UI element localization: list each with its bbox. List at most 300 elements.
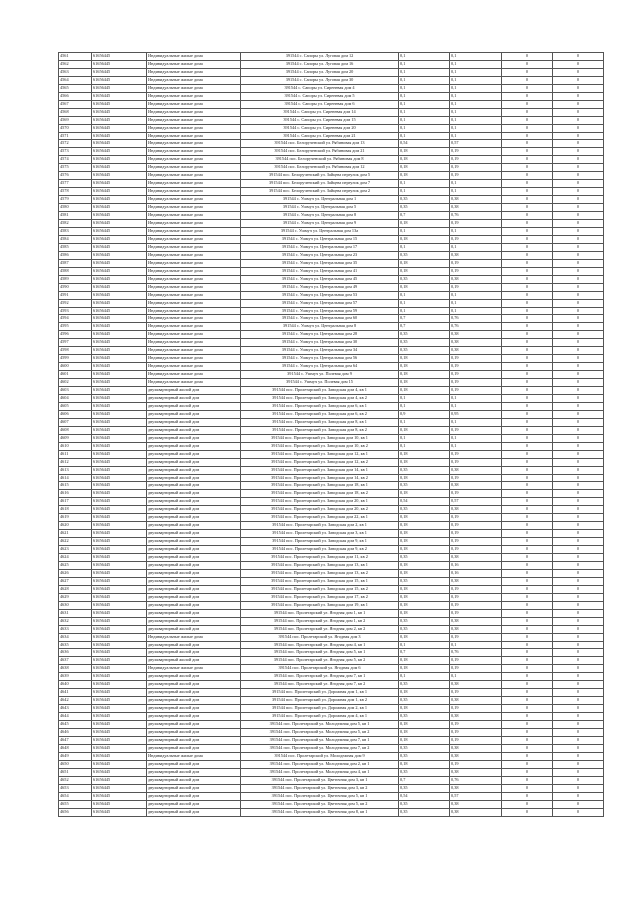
cell-address: 391544 пос. Пролетарский ул. Заводская дом 13, кв 2 xyxy=(241,569,399,577)
table-row xyxy=(59,466,604,474)
cell-value-d: 0 xyxy=(553,291,604,299)
cell-row-number: 4585 xyxy=(59,243,92,251)
cell-value-d: 0 xyxy=(553,243,604,251)
cell-value-c: 0 xyxy=(502,323,553,331)
cell-value-b: 0,19 xyxy=(450,220,502,228)
table-row xyxy=(59,442,604,450)
cell-address: 391544 с. Сапоры ул. Луговая дом 16 xyxy=(241,60,399,68)
cell-address: 391544 с. Ушмуч ул. Центральная дом 5 xyxy=(241,204,399,212)
cell-value-c: 0 xyxy=(502,713,553,721)
cell-value-d: 0 xyxy=(553,673,604,681)
cell-building-type: Индивидуальные жилые дома xyxy=(147,100,241,108)
cell-value-c: 0 xyxy=(502,227,553,235)
cell-address: 391544 пос. Пролетарский ул. Цветочная дом 8, кв 1 xyxy=(241,808,399,816)
cell-address: 391544 пос. Пролетарский ул. Заводская дом 4, кв 2 xyxy=(241,394,399,402)
table-row xyxy=(59,371,604,379)
cell-value-d: 0 xyxy=(553,68,604,76)
cell-value-c: 0 xyxy=(502,697,553,705)
cell-value-a: 0,18 xyxy=(399,363,450,371)
cell-okato-code: 61656445 xyxy=(92,569,147,577)
cell-value-b: 0,19 xyxy=(450,450,502,458)
cell-row-number: 4609 xyxy=(59,434,92,442)
cell-row-number: 4625 xyxy=(59,562,92,570)
cell-building-type: Индивидуальные жилые дома xyxy=(147,259,241,267)
cell-value-b: 0,38 xyxy=(450,275,502,283)
table-row xyxy=(59,768,604,776)
cell-row-number: 4583 xyxy=(59,227,92,235)
cell-okato-code: 61656445 xyxy=(92,625,147,633)
cell-value-d: 0 xyxy=(553,235,604,243)
cell-value-d: 0 xyxy=(553,363,604,371)
cell-address: 391544 пос. Пролетарский ул. Заводская дом 20, кв 1 xyxy=(241,498,399,506)
cell-address: 391544 пос. Пролетарский ул. Дорожная дом 4, кв 1 xyxy=(241,713,399,721)
cell-value-c: 0 xyxy=(502,418,553,426)
cell-row-number: 4620 xyxy=(59,522,92,530)
cell-building-type: Индивидуальные жилые дома xyxy=(147,275,241,283)
table-row xyxy=(59,60,604,68)
cell-value-b: 0,76 xyxy=(450,776,502,784)
cell-value-a: 0,18 xyxy=(399,220,450,228)
cell-value-c: 0 xyxy=(502,156,553,164)
cell-okato-code: 61656445 xyxy=(92,689,147,697)
cell-address: 391544 пос. Пролетарский ул. Заводская дом 15, кв 1 xyxy=(241,577,399,585)
cell-value-a: 0,35 xyxy=(399,506,450,514)
cell-row-number: 4636 xyxy=(59,649,92,657)
cell-value-c: 0 xyxy=(502,299,553,307)
cell-building-type: Индивидуальные жилые дома xyxy=(147,283,241,291)
cell-value-c: 0 xyxy=(502,538,553,546)
cell-address: 391544 пос. Пролетарский ул. Заводская дом 19, кв 1 xyxy=(241,601,399,609)
cell-value-b: 0,38 xyxy=(450,482,502,490)
table-row xyxy=(59,474,604,482)
cell-value-b: 0,19 xyxy=(450,164,502,172)
cell-building-type: Индивидуальные жилые дома xyxy=(147,188,241,196)
cell-value-a: 0,9 xyxy=(399,410,450,418)
cell-okato-code: 61656445 xyxy=(92,235,147,243)
cell-value-d: 0 xyxy=(553,760,604,768)
cell-row-number: 4627 xyxy=(59,577,92,585)
cell-address: 391544 пос. Пролетарский ул. Ягодная дом 3 xyxy=(241,633,399,641)
cell-value-d: 0 xyxy=(553,76,604,84)
cell-building-type: двухквартирный жилой дом xyxy=(147,673,241,681)
cell-row-number: 4611 xyxy=(59,450,92,458)
cell-address: 391544 с. Ушмуч ул. Центральная дом 9 xyxy=(241,220,399,228)
cell-okato-code: 61656445 xyxy=(92,538,147,546)
cell-value-c: 0 xyxy=(502,204,553,212)
cell-okato-code: 61656445 xyxy=(92,283,147,291)
cell-okato-code: 61656445 xyxy=(92,697,147,705)
cell-value-c: 0 xyxy=(502,379,553,387)
cell-value-a: 0,18 xyxy=(399,450,450,458)
cell-row-number: 4582 xyxy=(59,220,92,228)
cell-value-d: 0 xyxy=(553,784,604,792)
table-row xyxy=(59,681,604,689)
cell-value-c: 0 xyxy=(502,705,553,713)
cell-row-number: 4592 xyxy=(59,299,92,307)
cell-value-a: 0,54 xyxy=(399,140,450,148)
cell-okato-code: 61656445 xyxy=(92,562,147,570)
cell-building-type: Индивидуальные жилые дома xyxy=(147,633,241,641)
cell-building-type: Индивидуальные жилые дома xyxy=(147,347,241,355)
table-row xyxy=(59,267,604,275)
cell-value-c: 0 xyxy=(502,530,553,538)
cell-value-b: 0,1 xyxy=(450,442,502,450)
cell-value-b: 0,76 xyxy=(450,212,502,220)
cell-building-type: двухквартирный жилой дом xyxy=(147,784,241,792)
cell-value-c: 0 xyxy=(502,371,553,379)
cell-address: 391544 с. Ушмуч ул. Центральная дом 56 xyxy=(241,355,399,363)
cell-address: 391544 пос. Пролетарский ул. Заводская дом 12, кв 2 xyxy=(241,458,399,466)
cell-value-b: 0,19 xyxy=(450,514,502,522)
cell-row-number: 4649 xyxy=(59,752,92,760)
table-row xyxy=(59,729,604,737)
cell-value-a: 0,18 xyxy=(399,562,450,570)
cell-building-type: Индивидуальные жилые дома xyxy=(147,665,241,673)
cell-address: 391544 с. Ушмуч ул. Центральная дом 30 xyxy=(241,339,399,347)
cell-address: 391544 с. Ушмуч ул. Центральная дом 64 xyxy=(241,363,399,371)
cell-address: 391544 пос. Пролетарский ул. Ягодная дом 4, кв 1 xyxy=(241,641,399,649)
cell-okato-code: 61656445 xyxy=(92,140,147,148)
cell-building-type: Индивидуальные жилые дома xyxy=(147,355,241,363)
cell-value-a: 0,18 xyxy=(399,721,450,729)
table-row xyxy=(59,275,604,283)
cell-address: 391544 пос. Пролетарский ул. Заводская дом 20, кв 2 xyxy=(241,506,399,514)
cell-okato-code: 61656445 xyxy=(92,339,147,347)
cell-value-d: 0 xyxy=(553,92,604,100)
table-row xyxy=(59,752,604,760)
cell-building-type: двухквартирный жилой дом xyxy=(147,776,241,784)
cell-okato-code: 61656445 xyxy=(92,156,147,164)
cell-value-a: 0,18 xyxy=(399,371,450,379)
cell-value-a: 0,1 xyxy=(399,227,450,235)
cell-okato-code: 61656445 xyxy=(92,577,147,585)
cell-okato-code: 61656445 xyxy=(92,498,147,506)
cell-value-d: 0 xyxy=(553,315,604,323)
cell-value-d: 0 xyxy=(553,633,604,641)
cell-value-c: 0 xyxy=(502,84,553,92)
cell-address: 391544 с. Ушмуч ул. Центральная дом 1 xyxy=(241,196,399,204)
cell-row-number: 4606 xyxy=(59,410,92,418)
table-row xyxy=(59,204,604,212)
cell-value-d: 0 xyxy=(553,776,604,784)
cell-value-d: 0 xyxy=(553,371,604,379)
cell-value-d: 0 xyxy=(553,593,604,601)
cell-value-d: 0 xyxy=(553,418,604,426)
cell-value-c: 0 xyxy=(502,776,553,784)
cell-value-b: 0,19 xyxy=(450,458,502,466)
table-row xyxy=(59,490,604,498)
table-row xyxy=(59,450,604,458)
cell-row-number: 4564 xyxy=(59,76,92,84)
cell-value-b: 0,1 xyxy=(450,132,502,140)
cell-row-number: 4630 xyxy=(59,601,92,609)
cell-value-d: 0 xyxy=(553,514,604,522)
cell-building-type: Индивидуальные жилые дома xyxy=(147,124,241,132)
cell-value-c: 0 xyxy=(502,458,553,466)
cell-row-number: 4593 xyxy=(59,307,92,315)
cell-address: 391544 пос. Пролетарский ул. Заводская дом 17, кв 2 xyxy=(241,593,399,601)
cell-value-b: 0,38 xyxy=(450,744,502,752)
cell-value-d: 0 xyxy=(553,482,604,490)
cell-value-a: 0,1 xyxy=(399,434,450,442)
cell-value-c: 0 xyxy=(502,402,553,410)
cell-value-b: 0,1 xyxy=(450,227,502,235)
cell-value-d: 0 xyxy=(553,426,604,434)
cell-building-type: Индивидуальные жилые дома xyxy=(147,108,241,116)
cell-building-type: Индивидуальные жилые дома xyxy=(147,84,241,92)
cell-building-type: Индивидуальные жилые дома xyxy=(147,363,241,371)
cell-value-a: 0,1 xyxy=(399,92,450,100)
cell-value-a: 0,54 xyxy=(399,498,450,506)
cell-okato-code: 61656445 xyxy=(92,768,147,776)
cell-value-d: 0 xyxy=(553,379,604,387)
cell-value-d: 0 xyxy=(553,546,604,554)
cell-value-c: 0 xyxy=(502,235,553,243)
cell-building-type: Индивидуальные жилые дома xyxy=(147,331,241,339)
cell-address: 391544 с. Сапоры ул. Луговая дом 30 xyxy=(241,76,399,84)
cell-row-number: 4629 xyxy=(59,593,92,601)
cell-okato-code: 61656445 xyxy=(92,450,147,458)
cell-building-type: Индивидуальные жилые дома xyxy=(147,68,241,76)
cell-row-number: 4631 xyxy=(59,609,92,617)
cell-building-type: двухквартирный жилой дом xyxy=(147,713,241,721)
cell-value-a: 0,35 xyxy=(399,204,450,212)
cell-building-type: двухквартирный жилой дом xyxy=(147,641,241,649)
cell-value-b: 0,19 xyxy=(450,363,502,371)
cell-row-number: 4597 xyxy=(59,339,92,347)
cell-value-c: 0 xyxy=(502,752,553,760)
cell-building-type: двухквартирный жилой дом xyxy=(147,705,241,713)
cell-value-c: 0 xyxy=(502,387,553,395)
cell-value-b: 0,19 xyxy=(450,235,502,243)
cell-value-c: 0 xyxy=(502,108,553,116)
cell-value-a: 0,18 xyxy=(399,355,450,363)
cell-okato-code: 61656445 xyxy=(92,593,147,601)
cell-okato-code: 61656445 xyxy=(92,649,147,657)
cell-row-number: 4589 xyxy=(59,275,92,283)
cell-value-b: 0,19 xyxy=(450,379,502,387)
cell-okato-code: 61656445 xyxy=(92,617,147,625)
cell-address: 391544 пос. Пролетарский ул. Заводская дом 4, кв 1 xyxy=(241,387,399,395)
cell-building-type: двухквартирный жилой дом xyxy=(147,721,241,729)
cell-row-number: 4574 xyxy=(59,156,92,164)
cell-value-d: 0 xyxy=(553,792,604,800)
cell-building-type: Индивидуальные жилые дома xyxy=(147,204,241,212)
cell-value-b: 0,57 xyxy=(450,498,502,506)
table-row xyxy=(59,116,604,124)
cell-value-b: 0,1 xyxy=(450,418,502,426)
cell-value-a: 0,7 xyxy=(399,315,450,323)
cell-building-type: Индивидуальные жилые дома xyxy=(147,156,241,164)
cell-building-type: двухквартирный жилой дом xyxy=(147,554,241,562)
cell-address: 391544 пос. Белорученский ул. Рябиновая дом 13 xyxy=(241,140,399,148)
cell-value-b: 0,38 xyxy=(450,196,502,204)
cell-value-c: 0 xyxy=(502,92,553,100)
table-row xyxy=(59,355,604,363)
cell-okato-code: 61656445 xyxy=(92,458,147,466)
cell-address: 391544 пос. Пролетарский ул. Заводская дом 14, кв 1 xyxy=(241,466,399,474)
cell-okato-code: 61656445 xyxy=(92,546,147,554)
cell-okato-code: 61656445 xyxy=(92,808,147,816)
table-row xyxy=(59,164,604,172)
table-row xyxy=(59,156,604,164)
cell-row-number: 4650 xyxy=(59,760,92,768)
cell-row-number: 4561 xyxy=(59,53,92,61)
cell-value-c: 0 xyxy=(502,220,553,228)
table-row xyxy=(59,100,604,108)
cell-okato-code: 61656445 xyxy=(92,355,147,363)
cell-row-number: 4565 xyxy=(59,84,92,92)
cell-address: 391544 пос. Пролетарский ул. Молодежная дом 5, кв 2 xyxy=(241,729,399,737)
cell-building-type: двухквартирный жилой дом xyxy=(147,729,241,737)
cell-address: 391544 с. Сапоры ул. Сиреневая дом 15 xyxy=(241,116,399,124)
cell-value-a: 0,1 xyxy=(399,68,450,76)
table-row xyxy=(59,172,604,180)
cell-okato-code: 61656445 xyxy=(92,482,147,490)
cell-value-c: 0 xyxy=(502,315,553,323)
cell-building-type: Индивидуальные жилые дома xyxy=(147,299,241,307)
cell-okato-code: 61656445 xyxy=(92,442,147,450)
cell-value-c: 0 xyxy=(502,649,553,657)
cell-building-type: двухквартирный жилой дом xyxy=(147,689,241,697)
cell-building-type: двухквартирный жилой дом xyxy=(147,601,241,609)
cell-value-d: 0 xyxy=(553,164,604,172)
cell-address: 391544 пос. Пролетарский ул. Ягодная дом 7, кв 1 xyxy=(241,673,399,681)
cell-okato-code: 61656445 xyxy=(92,124,147,132)
cell-value-a: 0,18 xyxy=(399,736,450,744)
cell-value-c: 0 xyxy=(502,593,553,601)
cell-value-d: 0 xyxy=(553,132,604,140)
cell-value-c: 0 xyxy=(502,736,553,744)
cell-building-type: двухквартирный жилой дом xyxy=(147,410,241,418)
cell-value-c: 0 xyxy=(502,617,553,625)
cell-okato-code: 61656445 xyxy=(92,474,147,482)
cell-okato-code: 61656445 xyxy=(92,196,147,204)
cell-value-b: 0,1 xyxy=(450,108,502,116)
table-row xyxy=(59,243,604,251)
cell-value-c: 0 xyxy=(502,601,553,609)
cell-building-type: Индивидуальные жилые дома xyxy=(147,227,241,235)
cell-value-c: 0 xyxy=(502,100,553,108)
cell-address: 391544 с. Ушмуч ул. Центральная дом 13а xyxy=(241,227,399,235)
cell-row-number: 4603 xyxy=(59,387,92,395)
table-row xyxy=(59,784,604,792)
cell-value-c: 0 xyxy=(502,800,553,808)
cell-value-c: 0 xyxy=(502,506,553,514)
cell-row-number: 4648 xyxy=(59,744,92,752)
cell-okato-code: 61656445 xyxy=(92,331,147,339)
table-row xyxy=(59,577,604,585)
cell-value-c: 0 xyxy=(502,609,553,617)
cell-value-b: 0,1 xyxy=(450,394,502,402)
cell-address: 391544 пос. Белорученский ул. Рябиновая дом 21 xyxy=(241,148,399,156)
cell-address: 391544 с. Ушмуч ул. Центральная дом 15 xyxy=(241,235,399,243)
cell-value-c: 0 xyxy=(502,665,553,673)
cell-value-c: 0 xyxy=(502,307,553,315)
cell-building-type: Индивидуальные жилые дома xyxy=(147,212,241,220)
cell-value-d: 0 xyxy=(553,498,604,506)
cell-value-b: 0,38 xyxy=(450,251,502,259)
cell-value-a: 0,1 xyxy=(399,243,450,251)
cell-row-number: 4633 xyxy=(59,625,92,633)
cell-value-b: 0,19 xyxy=(450,609,502,617)
cell-row-number: 4639 xyxy=(59,673,92,681)
cell-value-b: 0,38 xyxy=(450,752,502,760)
cell-building-type: Индивидуальные жилые дома xyxy=(147,220,241,228)
cell-address: 391544 пос. Пролетарский ул. Молодежная дом 2, кв 1 xyxy=(241,760,399,768)
cell-value-b: 0,95 xyxy=(450,410,502,418)
cell-value-d: 0 xyxy=(553,387,604,395)
cell-value-c: 0 xyxy=(502,251,553,259)
cell-address: 391544 с. Ушмуч ул. Центральная дом 8 xyxy=(241,323,399,331)
cell-building-type: двухквартирный жилой дом xyxy=(147,681,241,689)
cell-value-a: 0,18 xyxy=(399,172,450,180)
cell-value-b: 0,38 xyxy=(450,339,502,347)
cell-value-d: 0 xyxy=(553,506,604,514)
cell-value-b: 0,38 xyxy=(450,784,502,792)
cell-value-d: 0 xyxy=(553,204,604,212)
cell-value-a: 0,18 xyxy=(399,235,450,243)
cell-address: 391544 с. Ушмуч ул. Центральная дом 28 xyxy=(241,331,399,339)
cell-value-d: 0 xyxy=(553,689,604,697)
cell-value-c: 0 xyxy=(502,792,553,800)
cell-value-d: 0 xyxy=(553,394,604,402)
cell-row-number: 4612 xyxy=(59,458,92,466)
cell-row-number: 4569 xyxy=(59,116,92,124)
cell-value-b: 0,1 xyxy=(450,116,502,124)
cell-building-type: Индивидуальные жилые дома xyxy=(147,148,241,156)
cell-row-number: 4595 xyxy=(59,323,92,331)
cell-value-b: 0,76 xyxy=(450,315,502,323)
table-row xyxy=(59,259,604,267)
cell-row-number: 4587 xyxy=(59,259,92,267)
cell-address: 391544 пос. Пролетарский ул. Молодежная дом 4, кв 1 xyxy=(241,768,399,776)
cell-building-type: Индивидуальные жилые дома xyxy=(147,323,241,331)
cell-row-number: 4644 xyxy=(59,713,92,721)
cell-building-type: Индивидуальные жилые дома xyxy=(147,132,241,140)
cell-address: 391544 пос. Пролетарский ул. Заводская дом 9, кв 1 xyxy=(241,538,399,546)
cell-address: 391544 с. Сапоры ул. Сиреневая дом 4 xyxy=(241,84,399,92)
cell-value-d: 0 xyxy=(553,490,604,498)
cell-value-b: 0,19 xyxy=(450,601,502,609)
cell-value-a: 0,7 xyxy=(399,212,450,220)
cell-building-type: Индивидуальные жилые дома xyxy=(147,140,241,148)
cell-value-a: 0,35 xyxy=(399,347,450,355)
cell-value-a: 0,35 xyxy=(399,482,450,490)
cell-building-type: Индивидуальные жилые дома xyxy=(147,307,241,315)
cell-value-a: 0,18 xyxy=(399,569,450,577)
cell-value-c: 0 xyxy=(502,132,553,140)
cell-value-a: 0,18 xyxy=(399,760,450,768)
cell-value-d: 0 xyxy=(553,721,604,729)
cell-row-number: 4656 xyxy=(59,808,92,816)
cell-value-a: 0,35 xyxy=(399,744,450,752)
cell-row-number: 4647 xyxy=(59,736,92,744)
cell-value-d: 0 xyxy=(553,657,604,665)
cell-value-a: 0,18 xyxy=(399,585,450,593)
cell-row-number: 4616 xyxy=(59,490,92,498)
cell-value-b: 0,38 xyxy=(450,577,502,585)
cell-value-a: 0,1 xyxy=(399,53,450,61)
cell-okato-code: 61656445 xyxy=(92,204,147,212)
cell-value-a: 0,18 xyxy=(399,379,450,387)
cell-address: 391544 пос. Пролетарский ул. Ягодная дом 6 xyxy=(241,665,399,673)
cell-value-d: 0 xyxy=(553,554,604,562)
cell-okato-code: 61656445 xyxy=(92,220,147,228)
cell-value-c: 0 xyxy=(502,267,553,275)
cell-building-type: двухквартирный жилой дом xyxy=(147,394,241,402)
cell-value-b: 0,38 xyxy=(450,506,502,514)
